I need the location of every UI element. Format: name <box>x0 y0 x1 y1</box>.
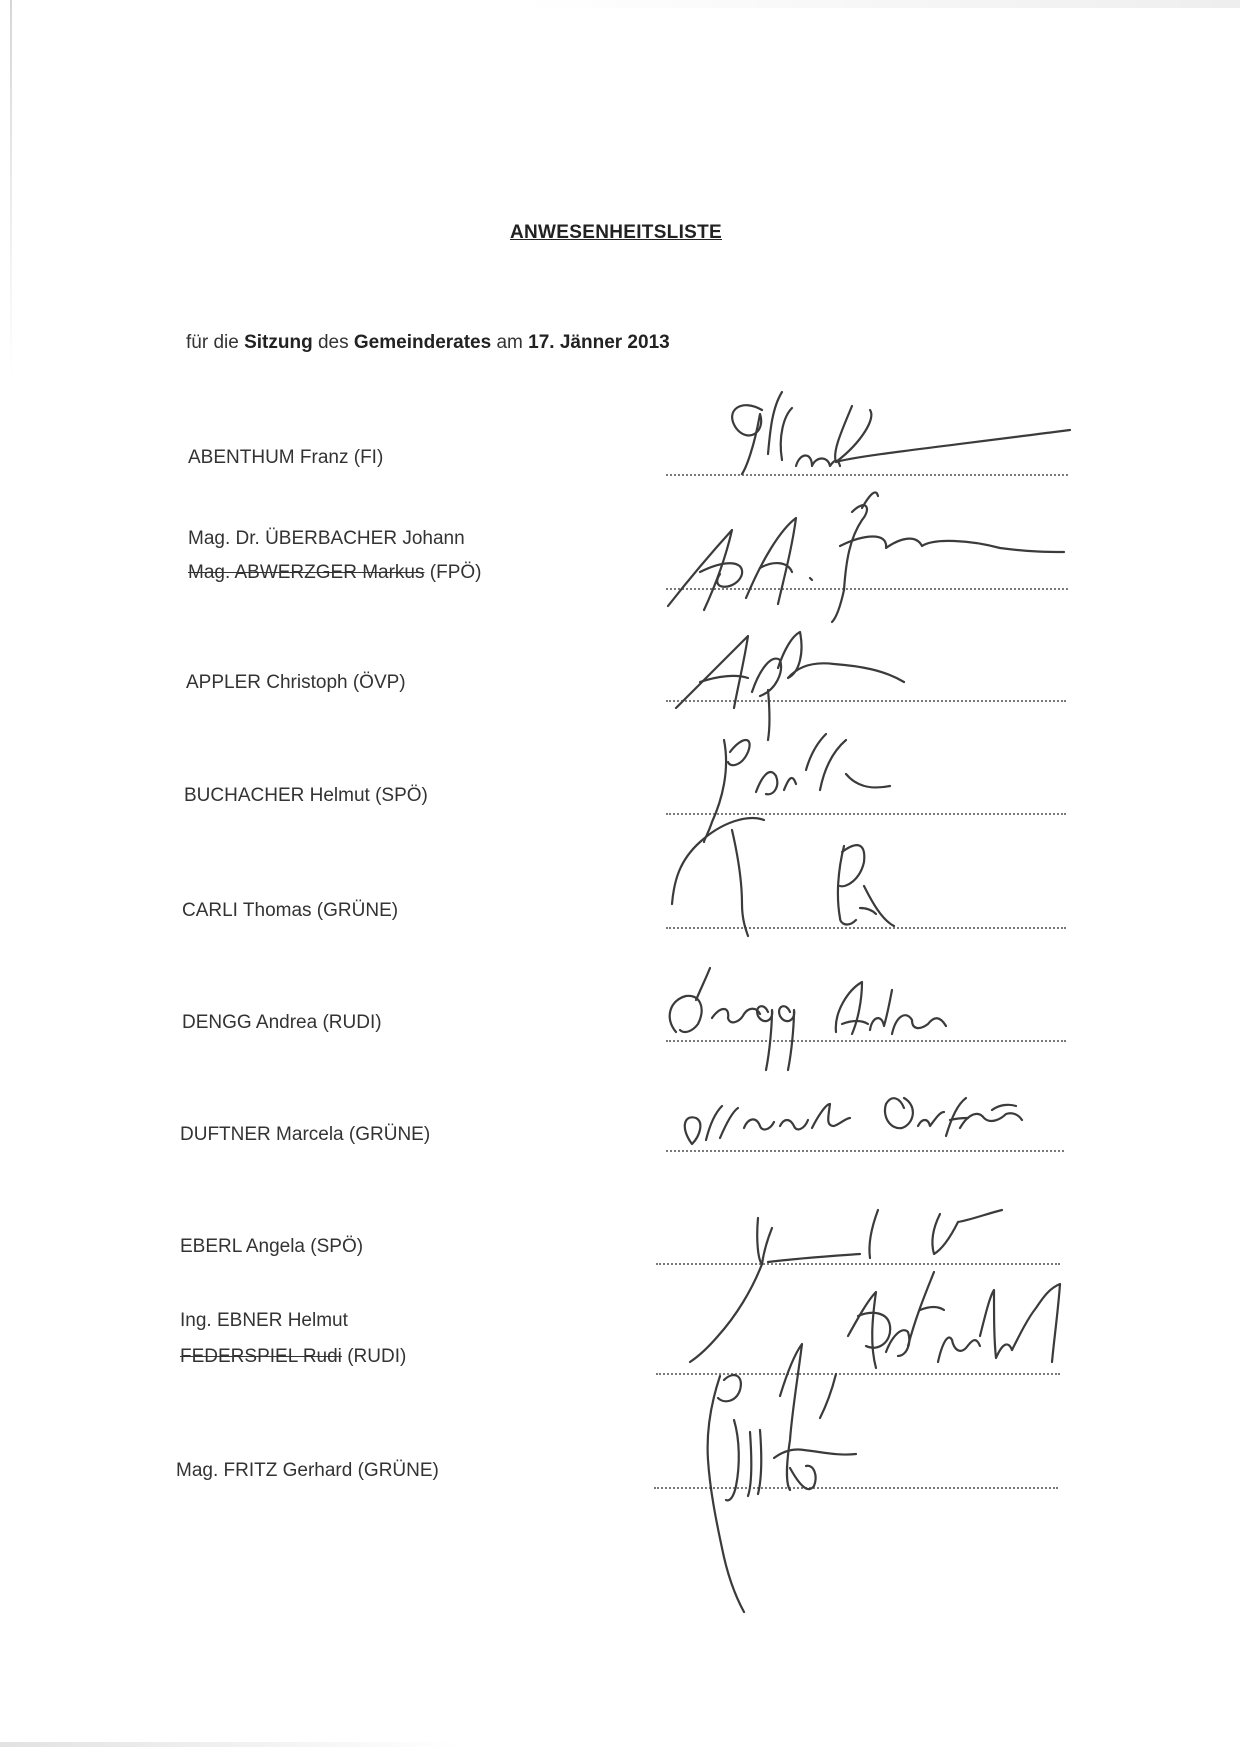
signature-line <box>654 1487 1058 1489</box>
scan-edge-bottom <box>0 1742 460 1747</box>
attendee-name: Mag. FRITZ Gerhard (GRÜNE) <box>176 1460 439 1481</box>
handwritten-signature <box>668 492 1064 622</box>
attendee-name: DENGG Andrea (RUDI) <box>182 1012 382 1033</box>
attendee-name: ABENTHUM Franz (FI) <box>188 447 384 468</box>
handwritten-signature <box>690 1210 1002 1362</box>
signature-line <box>656 1373 1060 1375</box>
struck-name: FEDERSPIEL Rudi <box>180 1346 342 1367</box>
handwritten-signature <box>672 818 894 936</box>
handwritten-signature <box>670 968 946 1070</box>
attendee-name: BUCHACHER Helmut (SPÖ) <box>184 785 428 806</box>
attendee-name: Mag. Dr. ÜBERBACHER Johann <box>188 528 465 549</box>
attendee-name-struck-line <box>180 1346 406 1368</box>
handwritten-signature <box>820 1272 1060 1418</box>
attendee-name-struck-line <box>188 562 482 584</box>
struck-name: Mag. ABWERZGER Markus <box>188 562 425 583</box>
handwritten-signature <box>704 734 890 842</box>
handwritten-signature <box>708 1344 856 1612</box>
signature-line <box>656 1263 1060 1265</box>
attendee-name: CARLI Thomas (GRÜNE) <box>182 900 399 921</box>
attendee-name: EBERL Angela (SPÖ) <box>180 1236 364 1257</box>
document-title: ANWESENHEITSLISTE <box>510 222 723 243</box>
signature-line <box>666 813 1066 815</box>
signature-line <box>666 1040 1066 1042</box>
attendee-name: DUFTNER Marcela (GRÜNE) <box>180 1124 431 1145</box>
signature-line <box>666 700 1066 702</box>
scan-edge-top <box>520 0 1240 8</box>
attendee-name: APPLER Christoph (ÖVP) <box>186 672 406 693</box>
handwritten-signature <box>732 392 1070 474</box>
signature-line <box>666 474 1068 476</box>
handwritten-signature <box>676 632 904 740</box>
party-label: (FPÖ) <box>424 562 482 583</box>
scan-edge-left <box>10 0 12 380</box>
document-subtitle: für die Sitzung des Gemeinderates am 17. Jänner 2013 <box>186 332 670 353</box>
signature-line <box>666 927 1066 929</box>
attendee-name: Ing. EBNER Helmut <box>180 1310 348 1331</box>
signature-line <box>666 1150 1064 1152</box>
party-label: (RUDI) <box>341 1346 407 1367</box>
handwritten-signature <box>685 1098 1022 1144</box>
signature-line <box>666 588 1068 590</box>
